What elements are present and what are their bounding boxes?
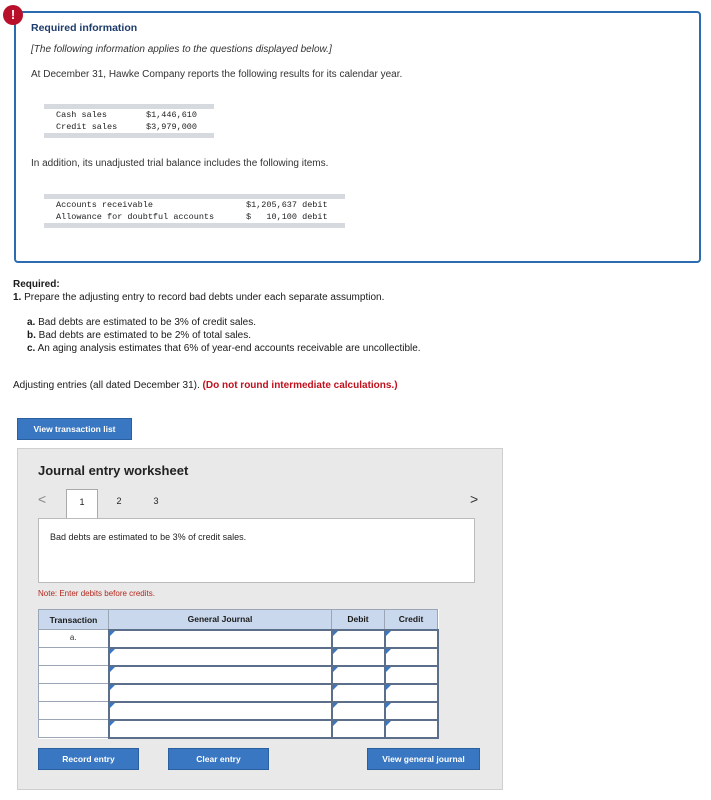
- col-credit: Credit: [385, 610, 438, 630]
- account-select[interactable]: [109, 720, 332, 738]
- table-row: [44, 199, 345, 211]
- item-letter: b.: [27, 330, 36, 341]
- item-text: An aging analysis estimates that 6% of year-end accounts receivable are uncollectible.: [37, 343, 421, 354]
- table-row: [44, 211, 345, 223]
- info-italic-note: [The following information applies to the questions displayed below.]: [31, 44, 332, 55]
- col-general-journal: General Journal: [109, 610, 332, 630]
- item-letter: c.: [27, 343, 36, 354]
- trial-balance-table: [44, 194, 345, 228]
- col-debit: Debit: [332, 610, 385, 630]
- alert-icon: !: [3, 5, 23, 25]
- credit-input[interactable]: [385, 666, 438, 684]
- col-transaction: Transaction: [39, 610, 109, 630]
- transaction-cell: [39, 702, 109, 720]
- info-title: Required information: [31, 22, 138, 34]
- trial-value: $1,205,637 debit: [246, 200, 328, 210]
- transaction-cell: a.: [39, 630, 109, 648]
- record-entry-button[interactable]: Record entry: [38, 748, 139, 770]
- entry-description: Bad debts are estimated to be 3% of credit sales.: [38, 518, 475, 583]
- trial-value: $ 10,100 debit: [246, 212, 328, 222]
- sales-label: Credit sales: [56, 122, 118, 132]
- transaction-cell: [39, 666, 109, 684]
- info-intro: At December 31, Hawke Company reports the following results for its calendar year.: [31, 69, 403, 80]
- transaction-cell: [39, 648, 109, 666]
- adjusting-instructions: [13, 380, 398, 391]
- table-row: [39, 666, 438, 684]
- adjusting-warning: (Do not round intermediate calculations.): [202, 380, 398, 391]
- question-text: Prepare the adjusting entry to record bad debts under each separate assumption.: [24, 292, 385, 303]
- debit-input[interactable]: [332, 666, 385, 684]
- question-number: 1.: [13, 292, 22, 303]
- item-letter: a.: [27, 317, 36, 328]
- adjusting-text: Adjusting entries (all dated December 31).: [13, 380, 200, 391]
- table-row: [39, 630, 438, 648]
- page-tab-2[interactable]: 2: [116, 496, 122, 506]
- table-row: [39, 648, 438, 666]
- debit-input[interactable]: [332, 648, 385, 666]
- page-tab-3[interactable]: 3: [153, 496, 159, 506]
- account-select[interactable]: [109, 630, 332, 648]
- table-row: [39, 702, 438, 720]
- table-row: [39, 684, 438, 702]
- chevron-left-icon[interactable]: <: [38, 491, 47, 507]
- item-text: Bad debts are estimated to be 2% of total sales.: [38, 330, 252, 341]
- account-select[interactable]: [109, 648, 332, 666]
- table-row: [44, 121, 214, 133]
- credit-input[interactable]: [385, 684, 438, 702]
- clear-entry-button[interactable]: Clear entry: [168, 748, 269, 770]
- sales-value: $1,446,610: [146, 110, 198, 120]
- sales-value: $3,979,000: [146, 122, 198, 132]
- required-question: [13, 292, 384, 303]
- account-select[interactable]: [109, 684, 332, 702]
- credit-input[interactable]: [385, 702, 438, 720]
- credit-input[interactable]: [385, 630, 438, 648]
- required-heading: Required:: [13, 279, 60, 290]
- list-item: [27, 343, 421, 354]
- debit-input[interactable]: [332, 684, 385, 702]
- item-text: Bad debts are estimated to be 3% of credit sales.: [38, 317, 257, 328]
- account-select[interactable]: [109, 666, 332, 684]
- view-general-journal-button[interactable]: View general journal: [367, 748, 480, 770]
- debit-credit-note: Note: Enter debits before credits.: [38, 589, 155, 598]
- sales-table: [44, 104, 214, 138]
- list-item: [27, 317, 256, 328]
- table-row: [39, 720, 438, 738]
- view-transaction-list-button[interactable]: View transaction list: [17, 418, 132, 440]
- debit-input[interactable]: [332, 720, 385, 738]
- chevron-right-icon[interactable]: >: [470, 491, 479, 507]
- trial-label: Accounts receivable: [56, 200, 153, 210]
- credit-input[interactable]: [385, 648, 438, 666]
- page-tab-1[interactable]: 1: [66, 489, 98, 520]
- sales-label: Cash sales: [56, 110, 108, 120]
- trial-intro: In addition, its unadjusted trial balance includes the following items.: [31, 158, 329, 169]
- list-item: [27, 330, 251, 341]
- debit-input[interactable]: [332, 630, 385, 648]
- worksheet-title: Journal entry worksheet: [38, 463, 189, 478]
- credit-input[interactable]: [385, 720, 438, 738]
- journal-table: [38, 609, 439, 739]
- debit-input[interactable]: [332, 702, 385, 720]
- transaction-cell: [39, 720, 109, 738]
- account-select[interactable]: [109, 702, 332, 720]
- table-row: [44, 109, 214, 121]
- trial-label: Allowance for doubtful accounts: [56, 212, 215, 222]
- transaction-cell: [39, 684, 109, 702]
